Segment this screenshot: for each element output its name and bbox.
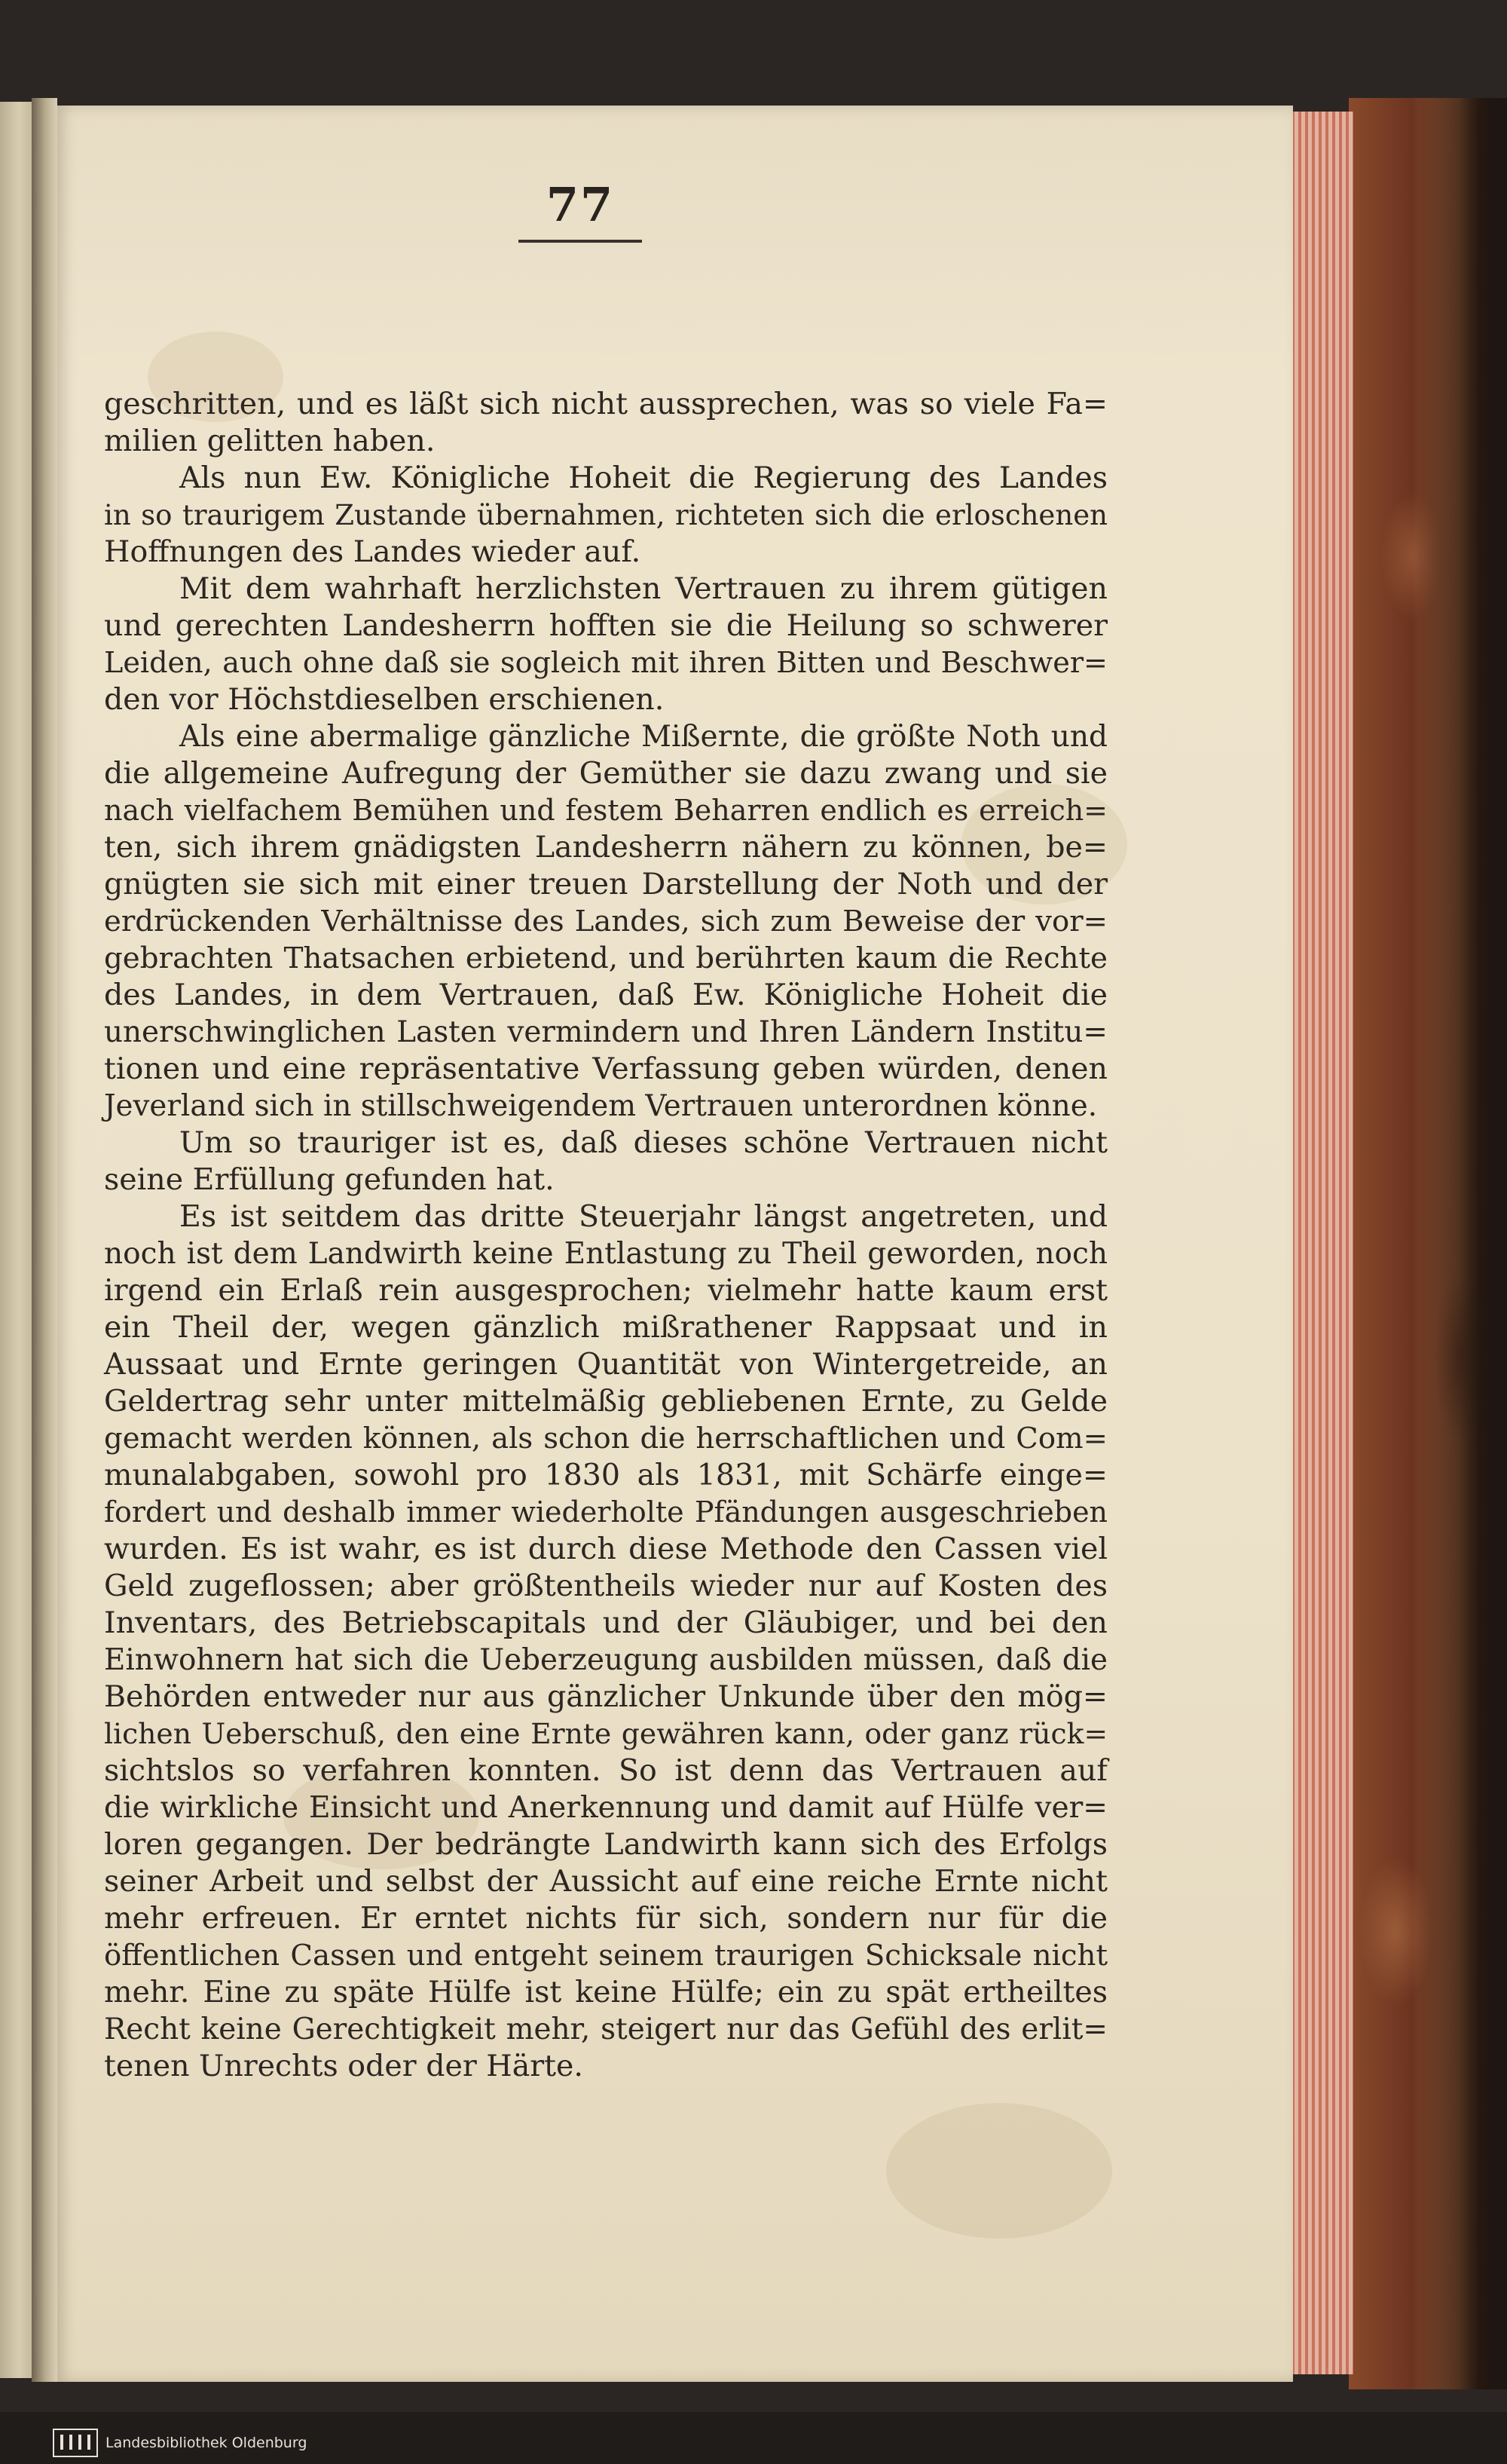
text-line: öffentlichen Cassen und entgeht seinem traurigen Schicksale nicht	[104, 1939, 1108, 1973]
library-name: Landesbibliothek Oldenburg	[105, 2435, 307, 2451]
text-line: die wirkliche Einsicht und Anerkennung und damit auf Hülfe ver=	[104, 1791, 1108, 1825]
text-line: Als nun Ew. Königliche Hoheit die Regierung des Landes	[179, 461, 1108, 495]
text-line: seiner Arbeit und selbst der Aussicht auf eine reiche Ernte nicht	[104, 1864, 1108, 1899]
text-line: unerschwinglichen Lasten vermindern und Ihren Ländern Institu=	[104, 1015, 1108, 1049]
text-line: Es ist seitdem das dritte Steuerjahr längst angetreten, und	[179, 1199, 1108, 1234]
text-line: Jeverland sich in stillschweigendem Vertrauen unterordnen könne.	[104, 1089, 1098, 1123]
text-line: Geldertrag sehr unter mittelmäßig gebliebenen Ernte, zu Gelde	[104, 1384, 1108, 1419]
text-line: erdrückenden Verhältnisse des Landes, sich zum Beweise der vor=	[104, 904, 1108, 938]
text-line: munalabgaben, sowohl pro 1830 als 1831, mit Schärfe einge=	[104, 1458, 1108, 1492]
text-line: des Landes, in dem Vertrauen, daß Ew. Königliche Hoheit die	[104, 978, 1108, 1012]
text-line: Hoffnungen des Landes wieder auf.	[104, 534, 641, 569]
text-line: und gerechten Landesherrn hofften sie die Heilung so schwerer	[104, 608, 1108, 643]
text-line: gebrachten Thatsachen erbietend, und berührten kaum die Rechte	[104, 941, 1108, 975]
text-line: Um so trauriger ist es, daß dieses schöne Vertrauen nicht	[179, 1125, 1108, 1160]
text-line: geschritten, und es läßt sich nicht aussprechen, was so viele Fa=	[104, 387, 1108, 421]
text-line: fordert und deshalb immer wiederholte Pfändungen ausgeschrieben	[104, 1495, 1108, 1529]
page-number: 77	[546, 177, 615, 232]
text-line: gemacht werden können, als schon die herrschaftlichen und Com=	[104, 1422, 1108, 1455]
red-page-edges	[1290, 112, 1353, 2374]
text-line: Mit dem wahrhaft herzlichsten Vertrauen zu ihrem gütigen	[179, 571, 1108, 606]
text-line: wurden. Es ist wahr, es ist durch diese Methode den Cassen viel	[104, 1532, 1108, 1566]
text-line: Inventars, des Betriebscapitals und der Gläubiger, und bei den	[104, 1605, 1108, 1640]
text-line: Einwohnern hat sich die Ueberzeugung ausbilden müssen, daß die	[104, 1643, 1108, 1677]
text-line: Leiden, auch ohne daß sie sogleich mit ihren Bitten und Beschwer=	[104, 646, 1108, 679]
text-line: nach vielfachem Bemühen und festem Beharren endlich es erreich=	[104, 794, 1108, 827]
text-line: seine Erfüllung gefunden hat.	[104, 1162, 555, 1197]
text-line: Aussaat und Ernte geringen Quantität von Wintergetreide, an	[104, 1347, 1108, 1382]
library-building-icon	[53, 2429, 98, 2457]
text-line: irgend ein Erlaß rein ausgesprochen; vielmehr hatte kaum erst	[104, 1273, 1108, 1308]
text-line: ein Theil der, wegen gänzlich mißrathener Rappsaat und in	[104, 1310, 1108, 1345]
text-line: loren gegangen. Der bedrängte Landwirth kann sich des Erfolgs	[104, 1827, 1108, 1862]
text-line: Behörden entweder nur aus gänzlicher Unkunde über den mög=	[104, 1679, 1108, 1714]
text-line: Geld zugeflossen; aber größtentheils wieder nur auf Kosten des	[104, 1569, 1108, 1603]
book-gutter	[32, 98, 57, 2382]
page-body-text	[104, 386, 1108, 2085]
cover-shadow	[1417, 98, 1507, 2389]
text-line: mehr erfreuen. Er erntet nichts für sich, sondern nur für die	[104, 1901, 1108, 1936]
text-line: noch ist dem Landwirth keine Entlastung zu Theil geworden, noch	[104, 1237, 1108, 1271]
text-line: milien gelitten haben.	[104, 424, 436, 458]
text-line: tionen und eine repräsentative Verfassung geben würden, denen	[104, 1051, 1108, 1086]
text-line: lichen Ueberschuß, den eine Ernte gewähren kann, oder ganz rück=	[104, 1717, 1108, 1750]
text-line: die allgemeine Aufregung der Gemüther sie dazu zwang und sie	[104, 756, 1108, 791]
page-number-rule	[518, 240, 642, 243]
text-line: tenen Unrechts oder der Härte.	[104, 2049, 583, 2083]
text-line: Recht keine Gerechtigkeit mehr, steigert nur das Gefühl des erlit=	[104, 2013, 1108, 2046]
text-line: sichtslos so verfahren konnten. So ist denn das Vertrauen auf	[104, 1753, 1108, 1788]
text-line: mehr. Eine zu späte Hülfe ist keine Hülfe; ein zu spät ertheiltes	[104, 1975, 1108, 2009]
text-line: in so traurigem Zustande übernahmen, richteten sich die erloschenen	[104, 499, 1108, 531]
text-line: gnügten sie sich mit einer treuen Darstellung der Noth und der	[104, 867, 1108, 901]
text-line: den vor Höchstdieselben erschienen.	[104, 682, 665, 717]
previous-page-edge	[0, 102, 33, 2378]
text-line: ten, sich ihrem gnädigsten Landesherrn nähern zu können, be=	[104, 830, 1108, 865]
text-line: Als eine abermalige gänzliche Mißernte, die größte Noth und	[179, 720, 1108, 754]
